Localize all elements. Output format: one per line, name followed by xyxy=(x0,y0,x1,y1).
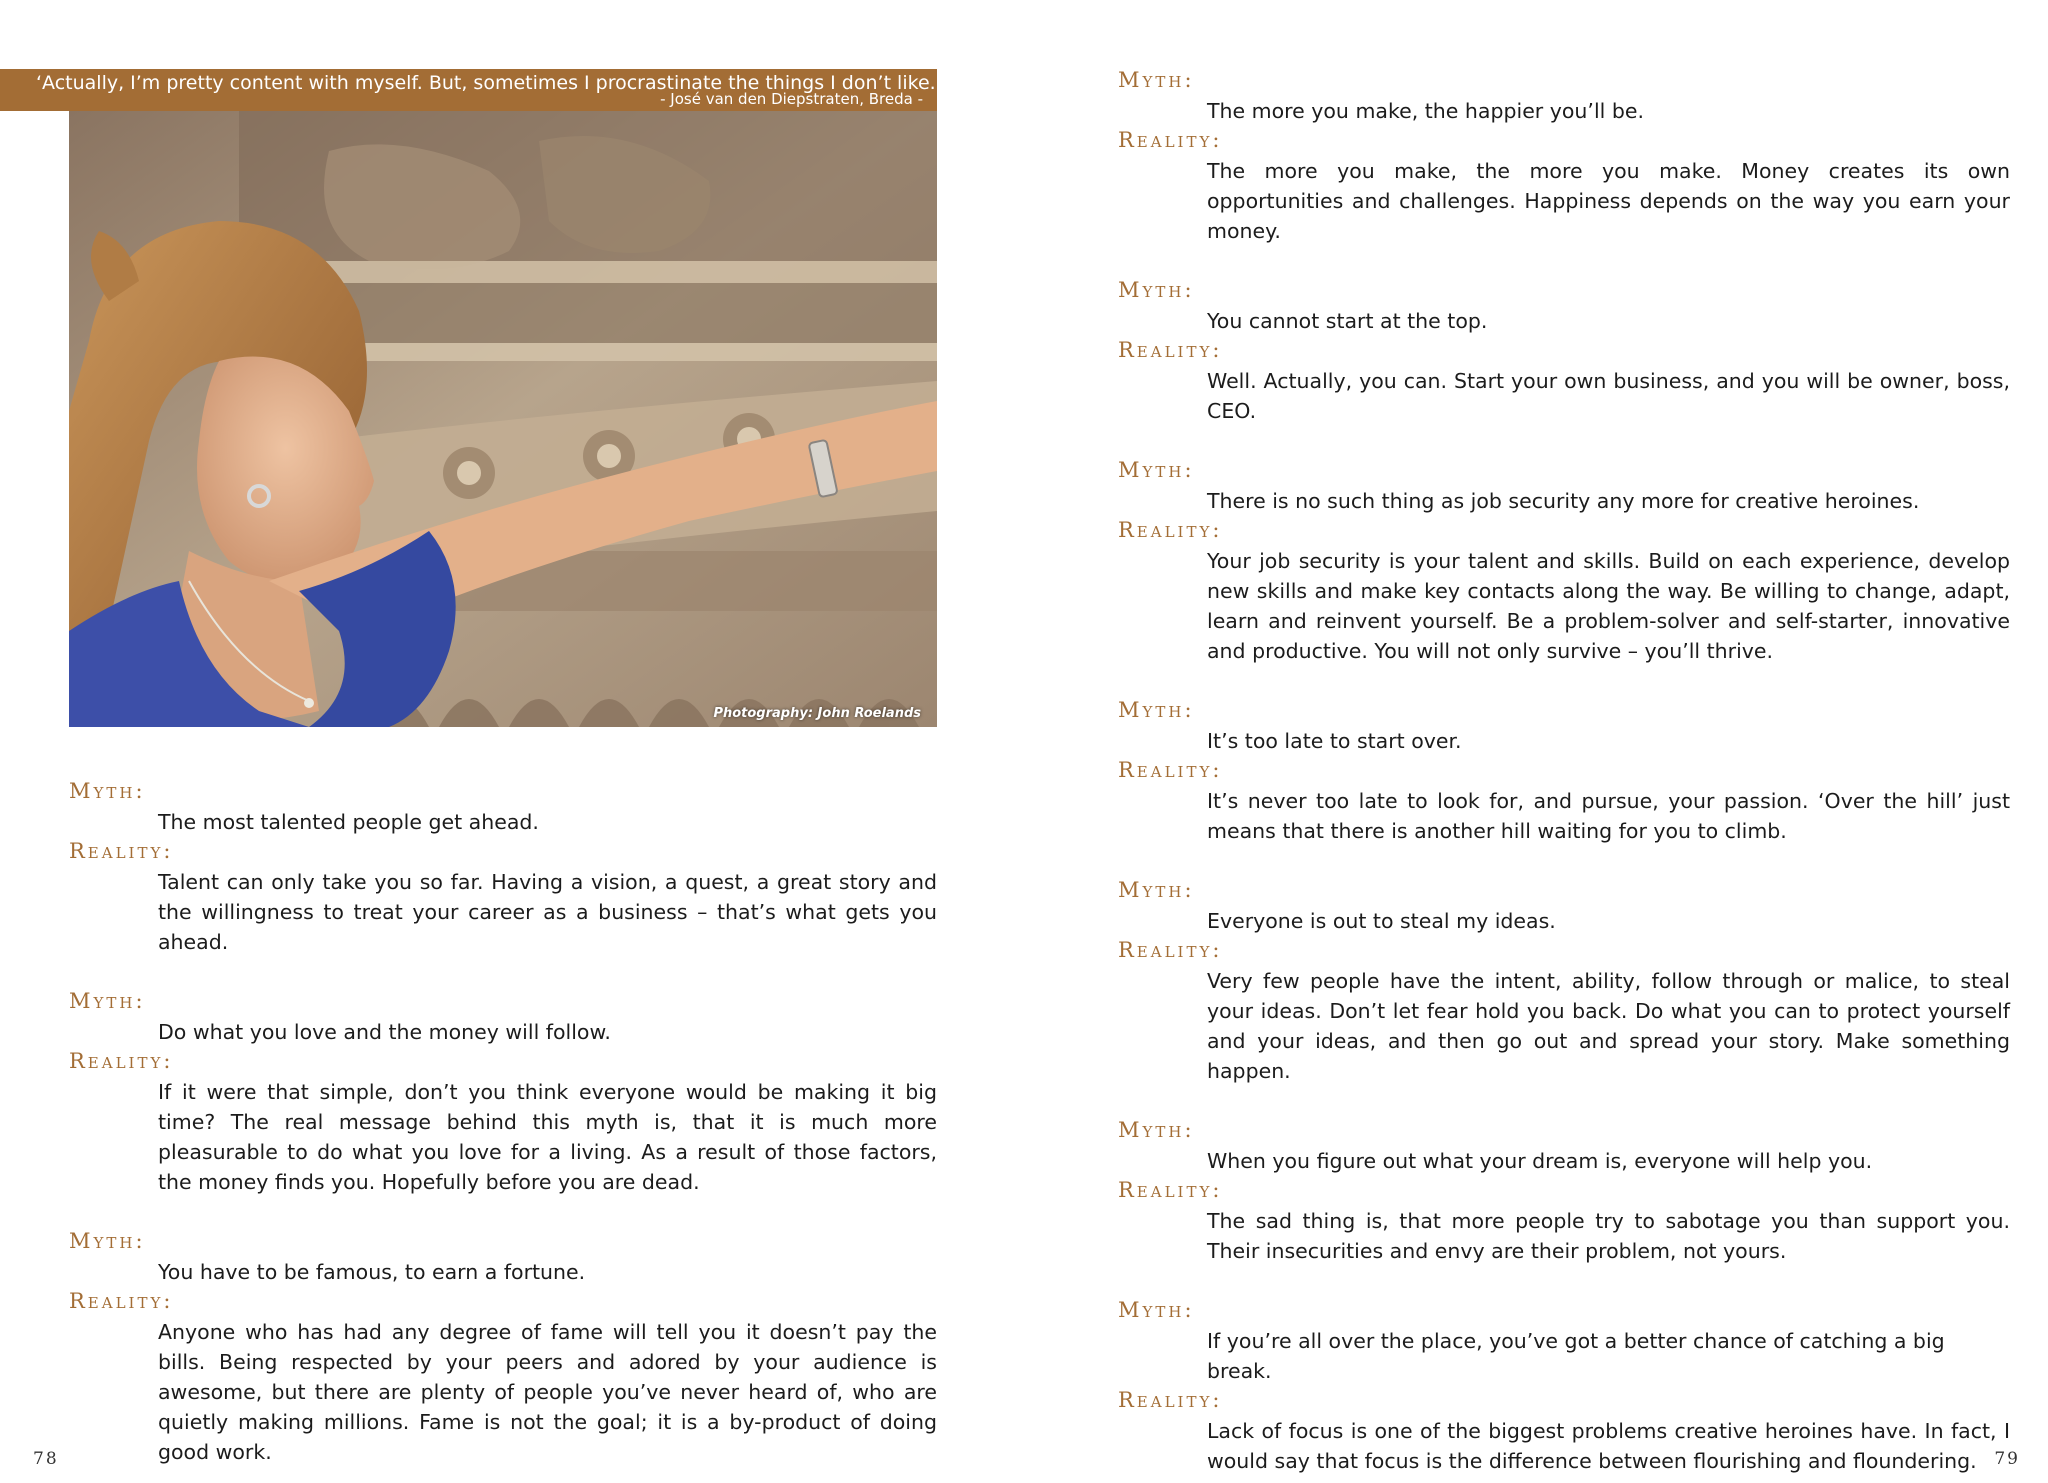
reality-label: Reality: xyxy=(1118,758,1223,782)
reality-text: If it were that simple, don’t you think everyone would be making it big time? The real message behind this myth is, that it is much more pleasurable to do what you love for a living. As a result of those factors, the money finds you. Hopefully before you are dead. xyxy=(158,1080,937,1194)
photo-illustration xyxy=(69,111,937,727)
reality-label: Reality: xyxy=(1118,338,1223,362)
reality-label: Reality: xyxy=(69,1049,174,1073)
reality-label: Reality: xyxy=(69,1289,174,1313)
reality-text: It’s never too late to look for, and pursue, your passion. ‘Over the hill’ just means that there is another hill waiting for you to climb. xyxy=(1207,789,2010,843)
reality-label: Reality: xyxy=(1118,938,1223,962)
myth-reality-entry xyxy=(1118,876,2010,1086)
myth-label: Myth: xyxy=(1118,878,1195,902)
myth-text: When you figure out what your dream is, everyone will help you. xyxy=(1207,1149,1873,1173)
myth-label: Myth: xyxy=(69,779,146,803)
myth-text: If you’re all over the place, you’ve got a better chance of catching a big break. xyxy=(1207,1329,1945,1383)
myth-label: Myth: xyxy=(69,1229,146,1253)
myth-label: Myth: xyxy=(1118,1298,1195,1322)
myth-reality-entry xyxy=(1118,1116,2010,1266)
myth-reality-entry xyxy=(1118,276,2010,426)
right-page xyxy=(1024,0,2048,1483)
myth-text: The more you make, the happier you’ll be. xyxy=(1207,99,1644,123)
reality-label: Reality: xyxy=(1118,1178,1223,1202)
quote-banner xyxy=(0,69,942,111)
myth-text: You have to be famous, to earn a fortune. xyxy=(158,1260,586,1284)
myth-reality-entry xyxy=(69,987,937,1197)
reality-label: Reality: xyxy=(1118,1388,1223,1412)
reality-text: The more you make, the more you make. Money creates its own opportunities and challenges. Happiness depends on the way you earn your money. xyxy=(1207,159,2010,243)
myth-label: Myth: xyxy=(1118,278,1195,302)
page-number-left: 78 xyxy=(33,1449,59,1469)
myth-text: Do what you love and the money will follow. xyxy=(158,1020,611,1044)
myth-reality-list-right xyxy=(1118,66,2010,1483)
photo-credit: Photography: John Roelands xyxy=(713,706,921,721)
myth-text: There is no such thing as job security any more for creative heroines. xyxy=(1207,489,1920,513)
reality-label: Reality: xyxy=(1118,128,1223,152)
myth-text: It’s too late to start over. xyxy=(1207,729,1462,753)
reality-label: Reality: xyxy=(69,839,174,863)
myth-text: You cannot start at the top. xyxy=(1207,309,1488,333)
reality-text: Talent can only take you so far. Having a vision, a quest, a great story and the willingness to treat your career as a business – that’s what gets you ahead. xyxy=(158,870,937,954)
reality-text: The sad thing is, that more people try to sabotage you than support you. Their insecurities and envy are their problem, not yours. xyxy=(1207,1209,2010,1263)
portrait-photo xyxy=(69,111,937,727)
myth-label: Myth: xyxy=(1118,698,1195,722)
myth-label: Myth: xyxy=(1118,458,1195,482)
myth-label: Myth: xyxy=(1118,68,1195,92)
page-number-right: 79 xyxy=(1994,1449,2020,1469)
myth-label: Myth: xyxy=(1118,1118,1195,1142)
myth-reality-entry xyxy=(69,777,937,957)
myth-reality-entry xyxy=(69,1227,937,1467)
quote-text: ‘Actually, I’m pretty content with myself. But, sometimes I procrastinate the things I don’t like.’ xyxy=(36,72,942,94)
reality-label: Reality: xyxy=(1118,518,1223,542)
myth-reality-entry xyxy=(1118,66,2010,246)
myth-reality-entry xyxy=(1118,1296,2010,1476)
myth-reality-list-left xyxy=(69,777,937,1483)
quote-author: - José van den Diepstraten, Breda - xyxy=(660,90,923,108)
reality-text: Anyone who has had any degree of fame will tell you it doesn’t pay the bills. Being respected by your peers and adored by your audience is awesome, but there are plenty of people you’ve never heard of, who are quietly making millions. Fame is not the goal; it is a by-product of doing good work. xyxy=(158,1320,937,1464)
reality-text: Lack of focus is one of the biggest problems creative heroines have. In fact, I would say that focus is the difference between flourishing and floundering. xyxy=(1207,1419,2010,1473)
myth-label: Myth: xyxy=(69,989,146,1013)
reality-text: Well. Actually, you can. Start your own business, and you will be owner, boss, CEO. xyxy=(1207,369,2010,423)
reality-text: Very few people have the intent, ability, follow through or malice, to steal your ideas. Don’t let fear hold you back. Do what you can to protect yourself and your ideas, and then go out and spread your story. Make something happen. xyxy=(1207,969,2010,1083)
myth-text: Everyone is out to steal my ideas. xyxy=(1207,909,1556,933)
myth-reality-entry xyxy=(1118,696,2010,846)
myth-text: The most talented people get ahead. xyxy=(158,810,539,834)
reality-text: Your job security is your talent and skills. Build on each experience, develop new skills and make key contacts along the way. Be willing to change, adapt, learn and reinvent yourself. Be a problem-solver and self-starter, innovative and productive. You will not only survive – you’ll thrive. xyxy=(1207,549,2010,663)
myth-reality-entry xyxy=(1118,456,2010,666)
